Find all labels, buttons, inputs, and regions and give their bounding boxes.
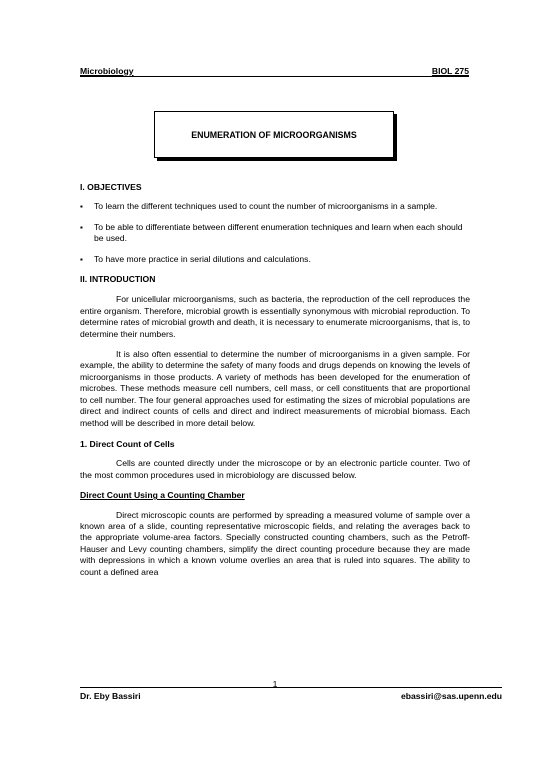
list-item xyxy=(80,201,470,212)
direct-count-heading: 1. Direct Count of Cells xyxy=(80,438,175,449)
list-item xyxy=(80,254,470,265)
counting-chamber-heading: Direct Count Using a Counting Chamber xyxy=(80,490,245,501)
intro-paragraph: For unicellular microorganisms, such as bacteria, the reproduction of the cell reproduces the entire organism. Therefore, microbial growth is essentially synonymous with microbial reproduction. To determine rates of microbial growth and death, it is necessary to enumerate microorganisms, that is, to determine their numbers. xyxy=(80,294,470,339)
objective-text: To have more practice in serial dilutions and calculations. xyxy=(94,253,311,264)
document-title: ENUMERATION OF MICROORGANISMS xyxy=(191,129,357,140)
objective-text: To learn the different techniques used to count the number of microorganisms in a sample. xyxy=(94,201,438,212)
bullet-icon: ▪ xyxy=(80,254,83,264)
header-course-code: BIOL 275 xyxy=(431,66,469,76)
header-course-name: Microbiology xyxy=(80,66,134,76)
header-rule xyxy=(80,76,469,77)
running-header xyxy=(80,66,469,76)
bullet-icon: ▪ xyxy=(80,202,83,212)
footer-author: Dr. Eby Bassiri xyxy=(80,691,141,701)
intro-paragraph: It is also often essential to determine the number of microorganisms in a given sample. For example, the ability to determine the safety of many foods and drugs depends on knowing the levels of microorganisms in those products. A variety of methods has been developed for the enumeration of microbes. These methods measure cell numbers, cell mass, or cell constituents that are proportional to cell number. The four general approaches used for estimating the sizes of microbial populations are direct and indirect counts of cells and direct and indirect measurements of microbial biomass. Each method will be described in more detail below. xyxy=(80,349,470,428)
footer-email: ebassiri@sas.upenn.edu xyxy=(400,691,502,701)
bullet-icon: ▪ xyxy=(80,222,83,232)
objectives-heading: I. OBJECTIVES xyxy=(80,182,142,192)
introduction-heading: II. INTRODUCTION xyxy=(80,274,156,285)
counting-chamber-paragraph: Direct microscopic counts are performed by spreading a measured volume of sample over a known area of a slide, counting representative microscopic fields, and relating the averages back to the appropriate volume-area factors. Specially constructed counting chambers, such as the Petroff-Hauser and Levy counting chambers, simplify the direct counting procedure because they are made with depressions in which a known volume overlies an area that is ruled into squares. The ability to count a defined area xyxy=(80,509,470,577)
list-item xyxy=(80,222,470,245)
document-body xyxy=(80,182,470,587)
page-footer xyxy=(80,691,502,701)
direct-count-paragraph: Cells are counted directly under the microscope or by an electronic particle counter. Two of the most common procedures used in microbiology are discussed below. xyxy=(80,458,470,480)
objective-text: To be able to differentiate between different enumeration techniques and learn when each should be used. xyxy=(94,221,463,244)
objectives-list xyxy=(80,201,470,265)
page-number: 1 xyxy=(272,679,278,689)
document-title-box xyxy=(154,111,394,158)
